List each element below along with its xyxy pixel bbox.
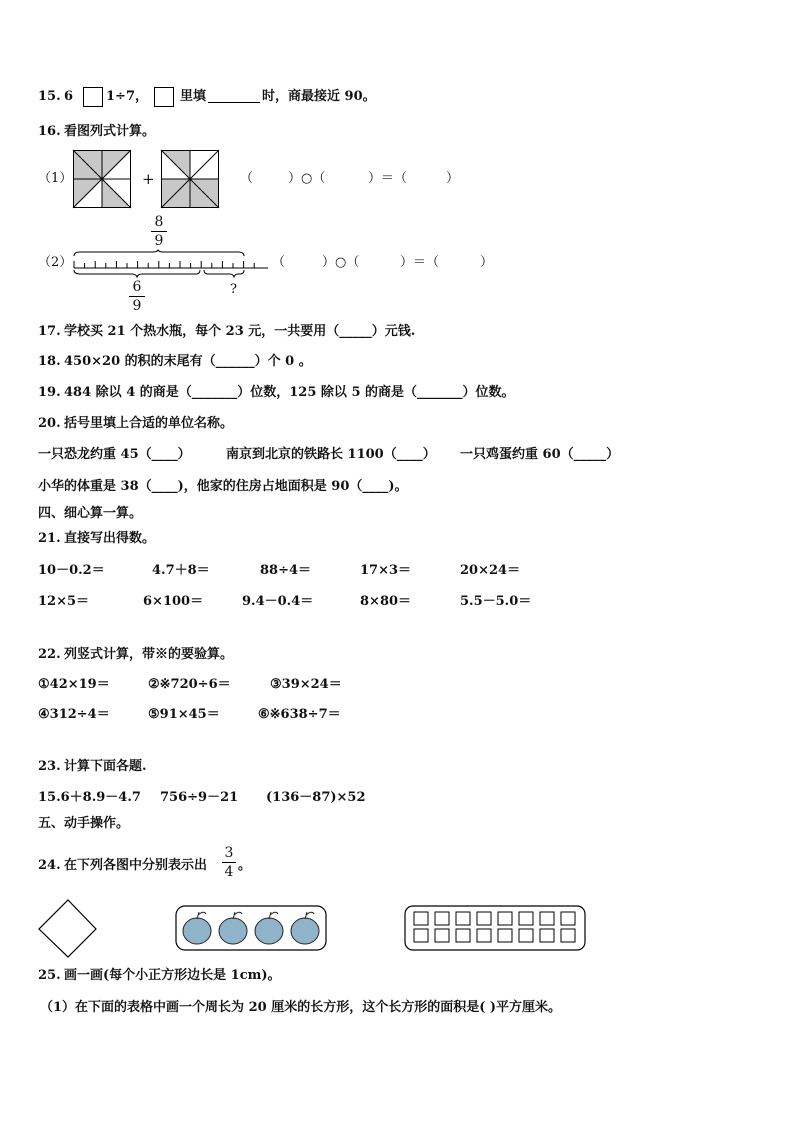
q16-number: 16.: [38, 124, 61, 139]
q22-r2-c1: ④312÷4＝: [38, 707, 110, 722]
q24-denominator: 4: [224, 864, 234, 880]
q20-item-1: 一只恐龙约重 45（____）: [38, 447, 191, 462]
grid-square: [435, 929, 449, 942]
q24-apples-figure: [175, 905, 327, 951]
grid-square: [456, 929, 470, 942]
q15-box-1[interactable]: [83, 87, 103, 107]
q21-r1-c1: 10－0.2＝: [38, 563, 105, 578]
q16-part1-paren-2: ）○（: [288, 171, 326, 186]
q21-r2-c2: 6×100＝: [143, 594, 204, 609]
q15-text-a: 6: [64, 89, 74, 104]
q15-answer-blank[interactable]: [208, 102, 260, 103]
q22-r1-c3: ③39×24＝: [270, 677, 342, 692]
q22-r2-c2: ⑤91×45＝: [148, 707, 220, 722]
grid-square: [498, 912, 512, 925]
q16-part2-paren-2: ）○（: [322, 255, 360, 270]
q25-title: 画一画(每个小正方形边长是 1cm)。: [64, 968, 281, 983]
q16-part1-paren-4: ）: [446, 171, 460, 186]
q23-item-1: 15.6＋8.9－4.7: [38, 790, 141, 805]
q16-part2-paren-3: ）＝（: [400, 255, 440, 270]
q20-line-2: 小华的体重是 38（____)，他家的住房占地面积是 90（____)。: [38, 479, 408, 494]
q21-r1-c5: 20×24＝: [460, 563, 521, 578]
q25-sub-1: （1）在下面的表格中画一个周长为 20 厘米的长方形，这个长方形的面积是( )平方厘米。: [40, 1000, 562, 1015]
apple-icon: [255, 912, 283, 944]
q19-text: 484 除以 4 的商是（_______）位数，125 除以 5 的商是（_______）位数。: [64, 385, 515, 400]
q23-number: 23.: [38, 759, 61, 774]
q21-r2-c3: 9.4－0.4＝: [242, 594, 314, 609]
grid-square: [540, 929, 554, 942]
q16-plus-sign: +: [142, 170, 155, 188]
grid-square: [477, 929, 491, 942]
q22-r2-c3: ⑥※638÷7＝: [258, 707, 341, 722]
grid-square: [435, 912, 449, 925]
grid-square: [561, 929, 575, 942]
q23-item-3: (136－87)×52: [266, 790, 366, 805]
q24-title: 在下列各图中分别表示出: [64, 858, 208, 873]
q21-r1-c2: 4.7＋8＝: [152, 563, 210, 578]
q21-number: 21.: [38, 531, 61, 546]
q22-r1-c2: ②※720÷6＝: [148, 677, 231, 692]
grid-square: [477, 912, 491, 925]
q22-number: 22.: [38, 647, 61, 662]
q16-square-2-figure: [161, 150, 219, 208]
q17-number: 17.: [38, 324, 61, 339]
q15-number: 15.: [38, 89, 61, 104]
q16-top-denominator: 9: [154, 233, 164, 249]
q22-r1-c1: ①42×19＝: [38, 677, 110, 692]
section-5-heading: 五、动手操作。: [38, 816, 130, 831]
q21-r2-c4: 8×80＝: [360, 594, 412, 609]
q16-part2-label: （2）: [38, 255, 73, 270]
q16-bottom-fraction: [129, 279, 145, 314]
q23-item-2: 756÷9－21: [160, 790, 239, 805]
q16-question-mark: ?: [230, 282, 237, 297]
q16-part1-label: （1）: [38, 171, 73, 186]
grid-square: [456, 912, 470, 925]
q16-bottom-numerator: 6: [132, 279, 142, 295]
q24-diamond-figure: [38, 899, 98, 959]
q16-part2-paren-4: ）: [480, 255, 494, 270]
q24-end: 。: [238, 858, 252, 873]
q21-r1-c3: 88÷4＝: [260, 563, 312, 578]
apple-icon: [183, 912, 211, 944]
q16-part1-paren-3: ）＝（: [368, 171, 408, 186]
apple-icon: [291, 912, 319, 944]
q20-item-2: 南京到北京的铁路长 1100（____）: [226, 447, 436, 462]
q19-number: 19.: [38, 385, 61, 400]
q20-title: 括号里填上合适的单位名称。: [64, 416, 234, 431]
q16-bottom-denominator: 9: [132, 298, 142, 314]
q16-part2-paren-1: （: [272, 255, 286, 270]
grid-square: [519, 912, 533, 925]
q23-title: 计算下面各题.: [64, 759, 147, 774]
grid-square: [540, 912, 554, 925]
q24-squares-figure: [404, 905, 586, 951]
q21-r1-c4: 17×3＝: [360, 563, 412, 578]
q21-r2-c5: 5.5－5.0＝: [460, 594, 532, 609]
grid-square: [519, 929, 533, 942]
q24-fraction: [222, 845, 236, 880]
q25-number: 25.: [38, 968, 61, 983]
q24-number: 24.: [38, 858, 61, 873]
q15-text-b: 1÷7，: [106, 89, 148, 104]
q22-title: 列竖式计算，带※的要验算。: [64, 647, 234, 662]
q18-number: 18.: [38, 354, 61, 369]
q15-text-d: 时，商最接近 90。: [262, 89, 376, 104]
q17-text: 学校买 21 个热水瓶，每个 23 元，一共要用（_____）元钱.: [64, 324, 416, 339]
apple-icon: [219, 912, 247, 944]
q24-numerator: 3: [224, 845, 234, 861]
q21-title: 直接写出得数。: [64, 531, 156, 546]
grid-square: [414, 912, 428, 925]
q20-number: 20.: [38, 416, 61, 431]
q15-text-c: 里填: [180, 89, 207, 104]
q16-top-numerator: 8: [154, 214, 164, 230]
q21-r2-c1: 12×5＝: [38, 594, 90, 609]
q16-square-1-figure: [73, 150, 131, 208]
q16-top-fraction: [151, 214, 167, 249]
q16-number-line-figure: [72, 250, 272, 278]
q18-text: 450×20 的积的末尾有（______）个 0 。: [64, 354, 312, 369]
section-4-heading: 四、细心算一算。: [38, 506, 143, 521]
grid-square: [561, 912, 575, 925]
grid-square: [498, 929, 512, 942]
q16-part1-paren-1: （: [240, 171, 254, 186]
q15-box-2[interactable]: [154, 87, 174, 107]
q16-title: 看图列式计算。: [64, 124, 156, 139]
grid-square: [414, 929, 428, 942]
q20-item-3: 一只鸡蛋约重 60（_____）: [460, 447, 620, 462]
